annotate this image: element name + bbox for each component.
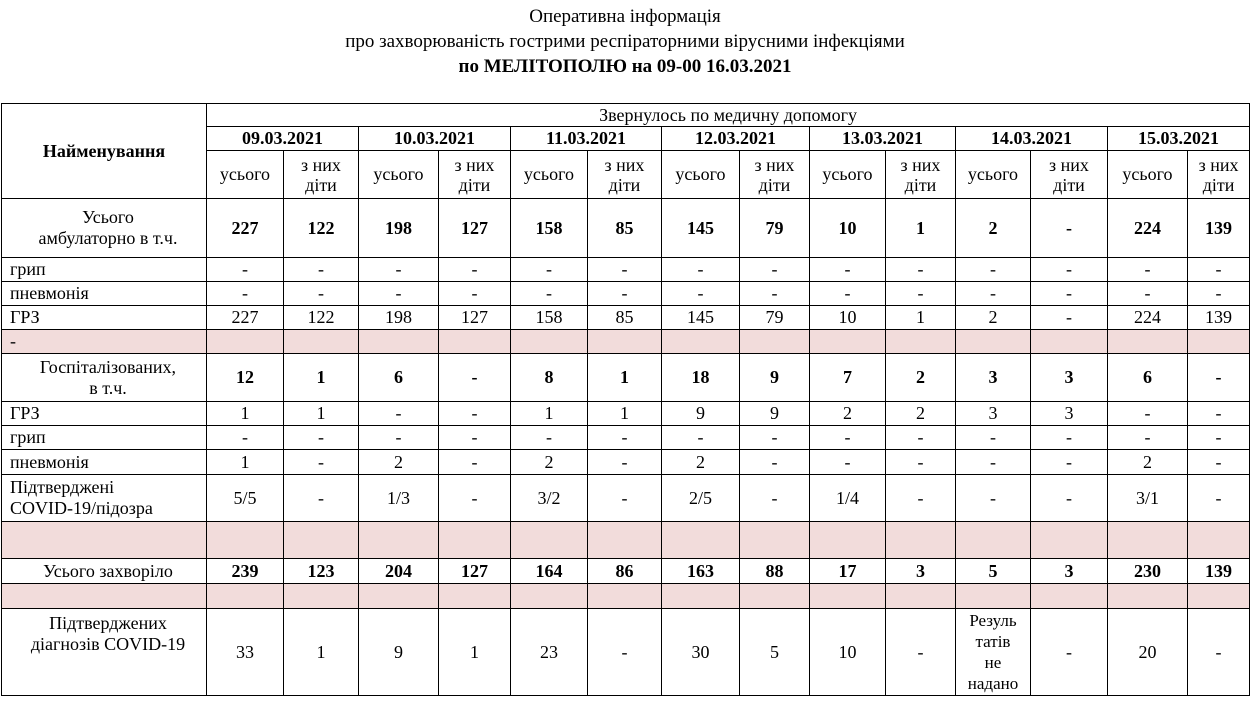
value-cell: - [284, 258, 359, 282]
value-cell: - [1188, 475, 1250, 522]
value-cell [886, 584, 956, 609]
header-children-l2: діти [458, 174, 491, 195]
value-cell [740, 330, 810, 354]
title-line-2: про захворюваність гострими респіраторними вірусними інфекціями [345, 31, 905, 52]
value-cell [511, 330, 588, 354]
value-cell [359, 522, 439, 559]
value-cell [207, 584, 284, 609]
value-cell: - [662, 258, 740, 282]
value-cell: 224 [1108, 199, 1188, 258]
row-label-l2: COVID-19/підозра [10, 498, 153, 518]
row-label [2, 522, 207, 559]
value-cell: 18 [662, 354, 740, 402]
value-cell [662, 584, 740, 609]
value-cell: 198 [359, 306, 439, 330]
row-separator [2, 584, 1250, 609]
value-cell: - [1188, 258, 1250, 282]
value-cell: - [1188, 354, 1250, 402]
document-title [0, 4, 1250, 79]
value-cell: - [956, 282, 1031, 306]
value-cell: - [588, 475, 662, 522]
value-cell: - [359, 402, 439, 426]
row-label-l2: в т.ч. [89, 377, 127, 398]
value-cell: 1 [284, 402, 359, 426]
value-cell: 145 [662, 306, 740, 330]
value-cell: 1 [439, 609, 511, 696]
value-cell: 1 [284, 354, 359, 402]
value-cell: - [956, 450, 1031, 475]
value-cell: 30 [662, 609, 740, 696]
value-cell: - [1031, 426, 1108, 450]
row-total-ill [2, 559, 1250, 584]
value-cell: - [662, 426, 740, 450]
value-cell: - [956, 426, 1031, 450]
value-cell: - [740, 426, 810, 450]
value-cell: - [956, 475, 1031, 522]
value-cell: 239 [207, 559, 284, 584]
header-children-l1: з них [301, 154, 341, 175]
row-grz [2, 402, 1250, 426]
header-children-l2: діти [1053, 174, 1085, 195]
header-date: 11.03.2021 [511, 127, 662, 151]
title-line-1: Оперативна інформація [529, 6, 721, 27]
value-cell: 3 [956, 354, 1031, 402]
value-cell: - [1188, 609, 1250, 696]
title-line-3: по МЕЛІТОПОЛЮ на 09-00 16.03.2021 [458, 56, 792, 77]
row-pneumonia [2, 282, 1250, 306]
header-children [439, 151, 511, 199]
value-cell: 88 [740, 559, 810, 584]
value-cell [588, 330, 662, 354]
value-cell [439, 330, 511, 354]
value-cell: - [956, 258, 1031, 282]
value-cell [956, 584, 1031, 609]
value-cell: 198 [359, 199, 439, 258]
value-cell: 139 [1188, 199, 1250, 258]
value-cell: - [207, 258, 284, 282]
value-cell: 3/1 [1108, 475, 1188, 522]
value-cell: - [886, 609, 956, 696]
row-label [2, 609, 207, 696]
value-cell: - [810, 450, 886, 475]
value-cell: - [886, 475, 956, 522]
value-cell: 2 [956, 199, 1031, 258]
value-cell: - [359, 426, 439, 450]
value-cell: 9 [359, 609, 439, 696]
row-separator [2, 330, 1250, 354]
header-row-group [2, 104, 1250, 127]
value-cell [1188, 522, 1250, 559]
value-cell: 86 [588, 559, 662, 584]
value-cell: - [1031, 609, 1108, 696]
value-cell: 1 [207, 450, 284, 475]
value-cell [284, 330, 359, 354]
value-cell: 10 [810, 199, 886, 258]
value-cell: - [1188, 282, 1250, 306]
value-cell [1188, 330, 1250, 354]
header-children-l2: діти [608, 174, 641, 195]
value-cell: 227 [207, 199, 284, 258]
value-cell [810, 522, 886, 559]
row-grz [2, 306, 1250, 330]
value-cell: 2 [662, 450, 740, 475]
value-cell: 3 [1031, 559, 1108, 584]
value-cell: 10 [810, 306, 886, 330]
value-cell: 6 [1108, 354, 1188, 402]
header-total: усього [511, 151, 588, 199]
value-cell: - [439, 426, 511, 450]
value-cell: 127 [439, 199, 511, 258]
value-cell: - [511, 258, 588, 282]
header-date: 13.03.2021 [810, 127, 956, 151]
value-cell [1108, 584, 1188, 609]
value-cell [1031, 330, 1108, 354]
row-label: ГРЗ [2, 402, 207, 426]
row-label: ГРЗ [2, 306, 207, 330]
value-cell: 8 [511, 354, 588, 402]
value-cell: 1 [886, 199, 956, 258]
row-separator [2, 522, 1250, 559]
value-cell: - [662, 282, 740, 306]
value-cell: - [588, 258, 662, 282]
report-table [1, 103, 1250, 696]
row-hospitalized [2, 354, 1250, 402]
value-cell [810, 330, 886, 354]
value-cell [439, 584, 511, 609]
value-cell: 79 [740, 199, 810, 258]
row-pneumonia [2, 450, 1250, 475]
header-children-l1: з них [1198, 154, 1239, 175]
header-children-l2: діти [1202, 174, 1235, 195]
value-cell: 79 [740, 306, 810, 330]
value-cell: 5 [956, 559, 1031, 584]
value-cell [359, 330, 439, 354]
value-cell: 2 [810, 402, 886, 426]
value-cell: 127 [439, 559, 511, 584]
value-cell: 10 [810, 609, 886, 696]
value-cell [1188, 584, 1250, 609]
header-children [740, 151, 810, 199]
value-cell: 5 [740, 609, 810, 696]
value-cell: 163 [662, 559, 740, 584]
value-cell: - [740, 450, 810, 475]
value-cell: 204 [359, 559, 439, 584]
header-children [886, 151, 956, 199]
value-cell: - [1108, 426, 1188, 450]
value-cell: 85 [588, 306, 662, 330]
value-cell: - [1031, 199, 1108, 258]
value-cell: 5/5 [207, 475, 284, 522]
value-cell: - [1108, 402, 1188, 426]
value-cell: - [439, 354, 511, 402]
value-cell: 164 [511, 559, 588, 584]
value-cell: - [207, 426, 284, 450]
value-cell: 2 [886, 402, 956, 426]
value-cell [886, 522, 956, 559]
header-date: 15.03.2021 [1108, 127, 1250, 151]
value-cell: 230 [1108, 559, 1188, 584]
value-cell: - [439, 402, 511, 426]
row-label: пневмонія [2, 450, 207, 475]
header-children [1188, 151, 1250, 199]
header-date: 10.03.2021 [359, 127, 511, 151]
row-label: грип [2, 258, 207, 282]
header-children-l1: з них [604, 154, 645, 175]
header-date: 12.03.2021 [662, 127, 810, 151]
header-total: усього [810, 151, 886, 199]
value-cell: - [1108, 258, 1188, 282]
value-cell: 20 [1108, 609, 1188, 696]
value-cell: 9 [662, 402, 740, 426]
row-covid-suspected [2, 475, 1250, 522]
value-cell: 2 [511, 450, 588, 475]
value-cell: 23 [511, 609, 588, 696]
header-total: усього [956, 151, 1031, 199]
value-cell: - [359, 258, 439, 282]
header-children-l1: з них [454, 154, 495, 175]
value-cell: 2 [1108, 450, 1188, 475]
value-cell [439, 522, 511, 559]
row-label-l1: Усього [82, 207, 134, 227]
value-cell: - [1031, 475, 1108, 522]
note-line: татів [975, 632, 1011, 651]
note-cell [956, 609, 1031, 696]
value-cell: 1 [588, 354, 662, 402]
row-label: пневмонія [2, 282, 207, 306]
value-cell: 145 [662, 199, 740, 258]
row-ambulatory [2, 199, 1250, 258]
row-label [2, 584, 207, 609]
value-cell: - [511, 282, 588, 306]
value-cell [956, 522, 1031, 559]
header-children [284, 151, 359, 199]
header-children [588, 151, 662, 199]
value-cell [810, 584, 886, 609]
value-cell: 158 [511, 306, 588, 330]
value-cell [1031, 584, 1108, 609]
header-name: Найменування [2, 104, 207, 199]
note-line: надано [967, 674, 1019, 693]
row-confirmed-covid [2, 609, 1250, 696]
row-label-l1: Підтверджених [49, 613, 167, 633]
value-cell [662, 330, 740, 354]
value-cell: 1 [207, 402, 284, 426]
value-cell: - [1031, 282, 1108, 306]
value-cell: 122 [284, 199, 359, 258]
header-children-l1: з них [1049, 154, 1089, 175]
value-cell: 3 [886, 559, 956, 584]
value-cell: - [359, 282, 439, 306]
value-cell: - [886, 258, 956, 282]
value-cell: - [439, 475, 511, 522]
value-cell: 1/4 [810, 475, 886, 522]
value-cell: - [740, 258, 810, 282]
value-cell: 1 [284, 609, 359, 696]
value-cell: 2 [359, 450, 439, 475]
value-cell: 2 [886, 354, 956, 402]
header-children-l2: діти [758, 174, 791, 195]
value-cell [740, 522, 810, 559]
value-cell: 2/5 [662, 475, 740, 522]
value-cell: - [1031, 306, 1108, 330]
value-cell: 7 [810, 354, 886, 402]
value-cell: - [439, 282, 511, 306]
header-children-l1: з них [900, 154, 941, 175]
value-cell: 3 [956, 402, 1031, 426]
value-cell: 127 [439, 306, 511, 330]
value-cell: 9 [740, 354, 810, 402]
value-cell: 123 [284, 559, 359, 584]
value-cell: - [439, 258, 511, 282]
value-cell [511, 522, 588, 559]
value-cell: - [886, 282, 956, 306]
value-cell [207, 330, 284, 354]
value-cell: - [886, 450, 956, 475]
value-cell: - [740, 282, 810, 306]
row-label [2, 475, 207, 522]
header-children-l1: з них [754, 154, 795, 175]
value-cell: 6 [359, 354, 439, 402]
value-cell: - [284, 282, 359, 306]
value-cell: - [810, 282, 886, 306]
value-cell: 85 [588, 199, 662, 258]
value-cell: - [886, 426, 956, 450]
row-label [2, 199, 207, 258]
header-children-l2: діти [305, 174, 337, 195]
value-cell: 12 [207, 354, 284, 402]
value-cell: 139 [1188, 559, 1250, 584]
value-cell: 2 [956, 306, 1031, 330]
value-cell: - [284, 426, 359, 450]
value-cell: 122 [284, 306, 359, 330]
header-date: 09.03.2021 [207, 127, 359, 151]
value-cell [284, 584, 359, 609]
value-cell [1108, 522, 1188, 559]
value-cell [1108, 330, 1188, 354]
row-label-l2: діагнозів COVID-19 [30, 634, 186, 654]
row-label [2, 354, 207, 402]
value-cell [956, 330, 1031, 354]
row-label: Усього захворіло [2, 559, 207, 584]
header-children [1031, 151, 1108, 199]
value-cell: - [1031, 258, 1108, 282]
value-cell: - [511, 426, 588, 450]
header-children-l2: діти [904, 174, 937, 195]
header-group: Звернулось по медичну допомогу [207, 104, 1250, 127]
row-label-l2: амбулаторно [38, 228, 136, 248]
value-cell: - [1188, 426, 1250, 450]
value-cell: 227 [207, 306, 284, 330]
value-cell: 1 [511, 402, 588, 426]
value-cell: 139 [1188, 306, 1250, 330]
value-cell: 9 [740, 402, 810, 426]
row-flu [2, 426, 1250, 450]
value-cell: - [207, 282, 284, 306]
row-label-suffix: в т.ч. [135, 228, 178, 248]
value-cell: 1 [588, 402, 662, 426]
value-cell: - [740, 475, 810, 522]
value-cell [740, 584, 810, 609]
value-cell [359, 584, 439, 609]
value-cell [1031, 522, 1108, 559]
value-cell [662, 522, 740, 559]
value-cell: - [588, 450, 662, 475]
row-label-l1: Підтверджені [10, 477, 115, 497]
header-date: 14.03.2021 [956, 127, 1108, 151]
value-cell: 3 [1031, 402, 1108, 426]
value-cell: - [588, 609, 662, 696]
value-cell: 17 [810, 559, 886, 584]
value-cell: - [284, 450, 359, 475]
value-cell: 33 [207, 609, 284, 696]
value-cell: - [588, 282, 662, 306]
row-label: грип [2, 426, 207, 450]
value-cell: - [1108, 282, 1188, 306]
value-cell: - [284, 475, 359, 522]
value-cell: 158 [511, 199, 588, 258]
value-cell: - [810, 258, 886, 282]
value-cell: - [439, 450, 511, 475]
value-cell: 3 [1031, 354, 1108, 402]
value-cell: 1 [886, 306, 956, 330]
value-cell: - [810, 426, 886, 450]
value-cell [207, 522, 284, 559]
value-cell: - [588, 426, 662, 450]
value-cell [588, 522, 662, 559]
value-cell: - [1031, 450, 1108, 475]
header-total: усього [359, 151, 439, 199]
value-cell: 1/3 [359, 475, 439, 522]
header-total: усього [207, 151, 284, 199]
value-cell: 3/2 [511, 475, 588, 522]
value-cell: 224 [1108, 306, 1188, 330]
row-label-l1: Госпіталізованих, [39, 356, 177, 377]
note-line: Резуль [969, 611, 1017, 630]
header-total: усього [662, 151, 740, 199]
value-cell: - [1188, 402, 1250, 426]
value-cell [284, 522, 359, 559]
value-cell [886, 330, 956, 354]
value-cell [588, 584, 662, 609]
row-flu [2, 258, 1250, 282]
header-total: усього [1108, 151, 1188, 199]
note-line: не [984, 653, 1002, 672]
value-cell [511, 584, 588, 609]
row-label: - [2, 330, 207, 354]
value-cell: - [1188, 450, 1250, 475]
